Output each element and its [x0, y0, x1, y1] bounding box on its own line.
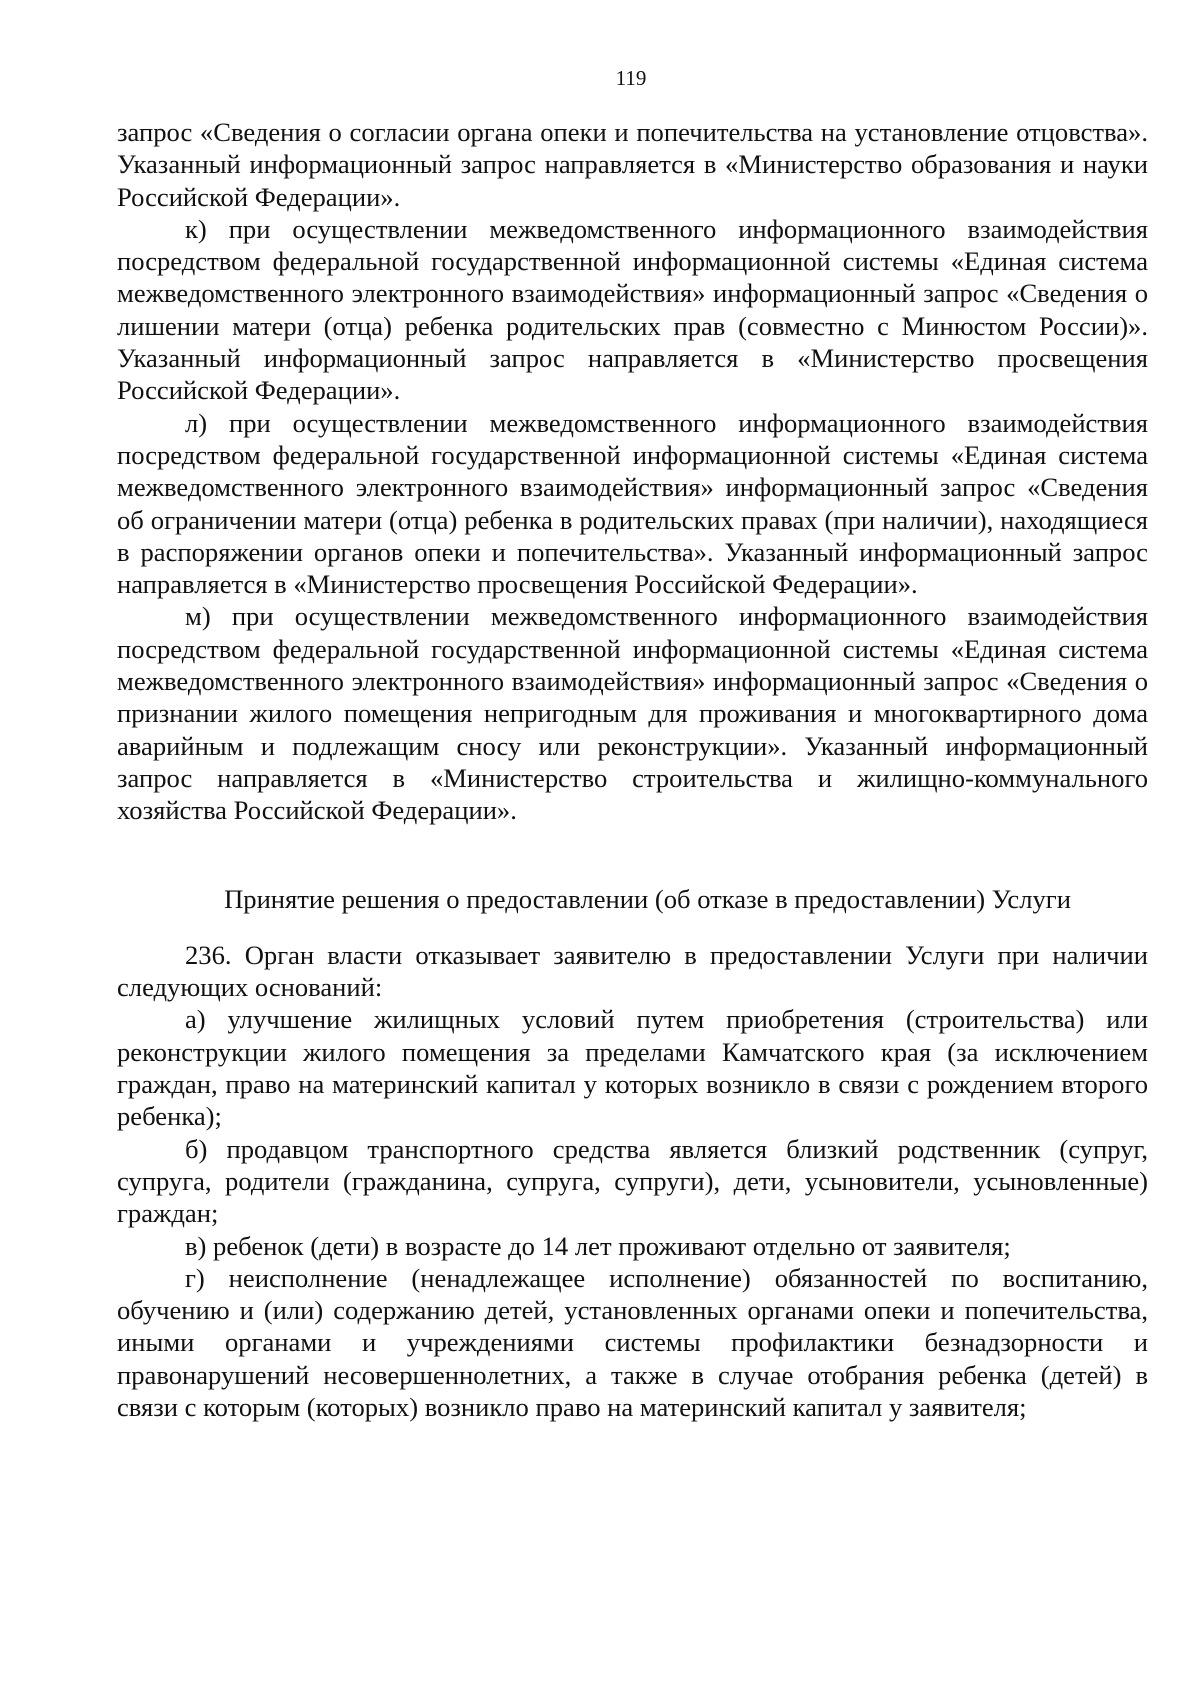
spacer — [117, 915, 1148, 939]
document-body — [117, 116, 1148, 1423]
paragraph-item-v: в) ребенок (дети) в возрасте до 14 лет проживают отдельно от заявителя; — [185, 1230, 1011, 1261]
paragraph-item-m: м) при осуществлении межведомственного информационного взаимодействия посредством федеральной государственной информационной системы «Единая система межведомственного электронного взаимодействия» информационный запрос «Сведения о признании жилого помещения непригодным для проживания и многоквартирного дома аварийным и подлежащим сносу или реконструкции». Указанный информационный запрос направляется в «Министерство строительства и жилищно-коммунального хозяйства Российской Федерации». — [117, 601, 1148, 826]
paragraph-item-a: а) улучшение жилищных условий путем приобретения (строительства) или реконструкции жилого помещения за пределами Камчатского края (за исключением граждан, право на материнский капитал у которых возникло в связи с рождением второго ребенка); — [117, 1004, 1148, 1132]
spacer — [117, 827, 1148, 883]
page-number: 119 — [615, 66, 647, 90]
paragraph-item-l: л) при осуществлении межведомственного информационного взаимодействия посредством федеральной государственной информационной системы «Единая система межведомственного электронного взаимодействия» информационный запрос «Сведения об ограничении матери (отца) ребенка в родительских правах (при наличии), находящиеся в распоряжении органов опеки и попечительства». Указанный информационный запрос направляется в «Министерство просвещения Российской Федерации». — [117, 407, 1148, 600]
paragraph-continuation: запрос «Сведения о согласии органа опеки и попечительства на установление отцовства». Указанный информационный запрос направляется в «Министерство образования и науки Российской Федерации». — [117, 117, 1148, 212]
paragraph-236: 236. Орган власти отказывает заявителю в предоставлении Услуги при наличии следующих оснований: — [117, 939, 1148, 1003]
paragraph-item-g: г) неисполнение (ненадлежащее исполнение) обязанностей по воспитанию, обучению и (или) содержанию детей, установленных органами опеки и попечительства, иными органами и учреждениями системы профилактики безнадзорности и правонарушений несовершеннолетних, а также в случае отобрания ребенка (детей) в связи с которым (которых) возникло право на материнский капитал у заявителя; — [117, 1262, 1148, 1422]
section-heading: Принятие решения о предоставлении (об отказе в предоставлении) Услуги — [224, 883, 1071, 914]
paragraph-item-b: б) продавцом транспортного средства является близкий родственник (супруг, супруга, родители (гражданина, супруга, супруги), дети, усыновители, усыновленные) граждан; — [117, 1133, 1148, 1229]
paragraph-item-k: к) при осуществлении межведомственного информационного взаимодействия посредством федеральной государственной информационной системы «Единая система межведомственного электронного взаимодействия» информационный запрос «Сведения о лишении матери (отца) ребенка родительских прав (совместно с Минюстом России)». Указанный информационный запрос направляется в «Министерство просвещения Российской Федерации». — [117, 213, 1148, 406]
